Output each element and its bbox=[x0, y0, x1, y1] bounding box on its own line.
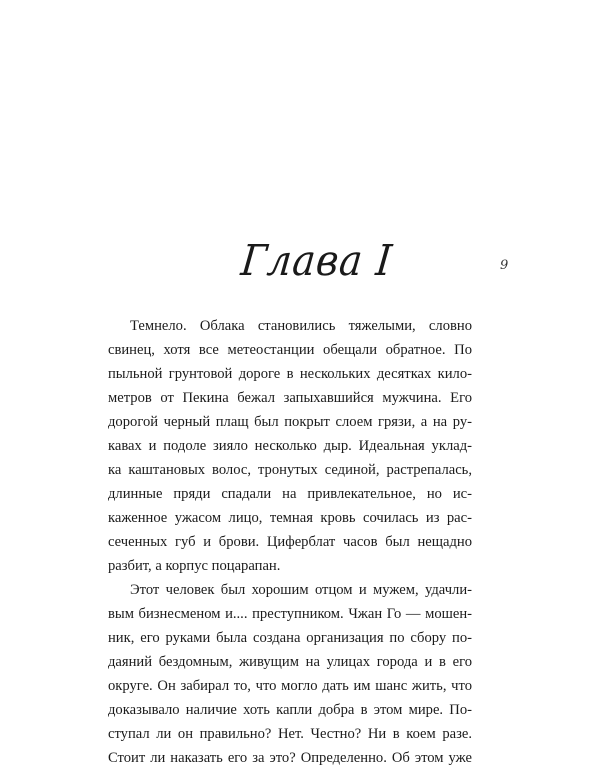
text-line: кавах и подоле зияло несколько дыр. Идеальная уклад- bbox=[108, 438, 472, 454]
text-line: разбит, а корпус поцарапан. bbox=[108, 558, 281, 574]
text-line: метров от Пекина бежал запыхавшийся мужчина. Его bbox=[108, 390, 472, 406]
text-line: длинные пряди спадали на привлекательное, но ис- bbox=[108, 486, 472, 502]
text-line: ник, его руками была создана организация по сбору по- bbox=[108, 630, 472, 646]
text-line: вым бизнесменом и.... преступником. Чжан Го — мошен- bbox=[108, 606, 472, 622]
text-line: свинец, хотя все метеостанции обещали обратное. По bbox=[108, 342, 472, 358]
text-line: доказывало наличие хоть капли добра в этом мире. По- bbox=[108, 702, 472, 718]
text-line: Стоит ли наказать его за это? Определенно. Об этом уже bbox=[108, 750, 472, 766]
text-line: сеченных губ и брови. Циферблат часов был нещадно bbox=[108, 534, 472, 550]
page-number: 9 bbox=[500, 258, 509, 273]
chapter-body-text bbox=[108, 314, 472, 770]
text-line: даяний бездомным, живущим на улицах города и в его bbox=[108, 654, 472, 670]
chapter-title: Глава I bbox=[238, 236, 395, 286]
text-line: округе. Он забирал то, что могло дать им шанс жить, что bbox=[108, 678, 472, 694]
text-line: ступал ли он правильно? Нет. Честно? Ни в коем разе. bbox=[108, 726, 472, 742]
text-line: Этот человек был хорошим отцом и мужем, удачли- bbox=[130, 582, 472, 598]
text-line: каженное ужасом лицо, темная кровь сочилась из рас- bbox=[108, 510, 472, 526]
text-line: пыльной грунтовой дороге в нескольких десятках кило- bbox=[108, 366, 472, 382]
text-line: Темнело. Облака становились тяжелыми, словно bbox=[130, 318, 472, 334]
text-line: ка каштановых волос, тронутых сединой, растрепалась, bbox=[108, 462, 472, 478]
text-line: дорогой черный плащ был покрыт слоем грязи, а на ру- bbox=[108, 414, 472, 430]
